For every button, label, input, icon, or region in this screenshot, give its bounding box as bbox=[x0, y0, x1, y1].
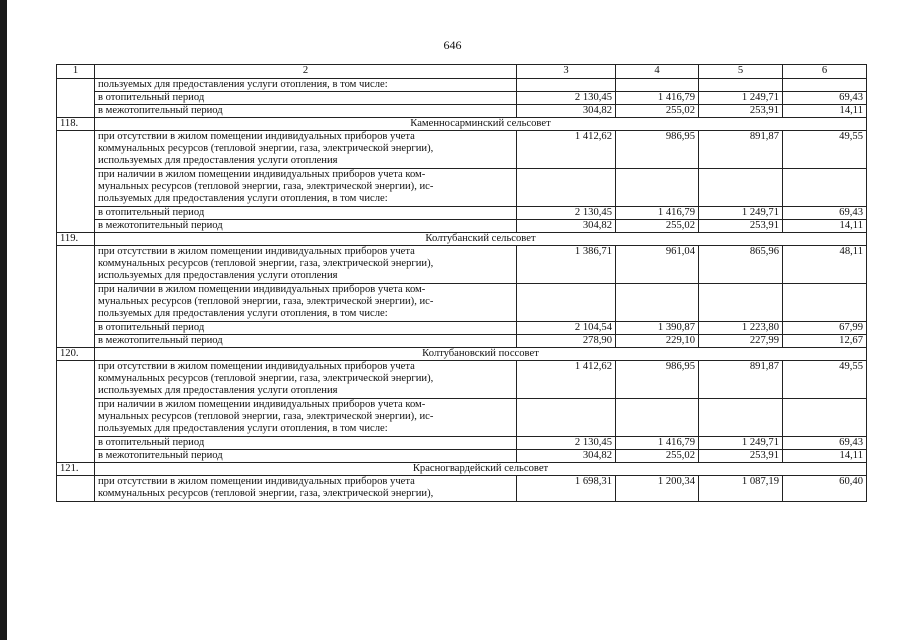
header-cell: 1 bbox=[57, 65, 95, 79]
value-cell: 14,11 bbox=[783, 220, 867, 233]
value-cell: 1 412,62 bbox=[517, 131, 616, 169]
value-cell: 1 386,71 bbox=[517, 246, 616, 284]
settlement-name: Красногвардейский сельсовет bbox=[95, 463, 867, 476]
continuation-row bbox=[57, 79, 867, 92]
nonheating-row bbox=[57, 220, 867, 233]
period-label: в межотопительный период bbox=[95, 450, 517, 463]
description-line: коммунальных ресурсов (тепловой энергии, газа, электрической энергии), bbox=[98, 488, 434, 499]
value-cell bbox=[616, 79, 699, 92]
description-line: при наличии в жилом помещении индивидуальных приборов учета ком- bbox=[98, 169, 426, 180]
period-label: в межотопительный период bbox=[95, 335, 517, 348]
value-cell: 14,11 bbox=[783, 105, 867, 118]
value-cell: 1 416,79 bbox=[616, 207, 699, 220]
value-cell bbox=[783, 399, 867, 437]
page-number: 646 bbox=[443, 38, 462, 52]
value-cell: 69,43 bbox=[783, 92, 867, 105]
absent-meter-row bbox=[57, 476, 867, 502]
value-cell: 1 249,71 bbox=[699, 92, 783, 105]
value-cell: 49,55 bbox=[783, 131, 867, 169]
value-cell: 986,95 bbox=[616, 131, 699, 169]
value-cell: 255,02 bbox=[616, 450, 699, 463]
value-cell: 48,11 bbox=[783, 246, 867, 284]
period-label: в отопительный период bbox=[95, 207, 517, 220]
header-cell: 2 bbox=[95, 65, 517, 79]
value-cell bbox=[616, 284, 699, 322]
header-row bbox=[57, 65, 867, 79]
description-line: при наличии в жилом помещении индивидуальных приборов учета ком- bbox=[98, 284, 426, 295]
value-cell: 1 416,79 bbox=[616, 437, 699, 450]
description-line: используемых для предоставления услуги отопления bbox=[98, 270, 338, 281]
description-cell bbox=[95, 131, 517, 169]
description-line: пользуемых для предоставления услуги отопления, в том числе: bbox=[98, 308, 388, 319]
value-cell: 2 104,54 bbox=[517, 322, 616, 335]
value-cell bbox=[616, 399, 699, 437]
value-cell: 1 200,34 bbox=[616, 476, 699, 502]
description-line: коммунальных ресурсов (тепловой энергии, газа, электрической энергии), bbox=[98, 143, 434, 154]
value-cell: 227,99 bbox=[699, 335, 783, 348]
heating-row bbox=[57, 437, 867, 450]
description-line: при отсутствии в жилом помещении индивидуальных приборов учета bbox=[98, 361, 415, 372]
header-cell: 3 bbox=[517, 65, 616, 79]
value-cell: 278,90 bbox=[517, 335, 616, 348]
value-cell: 865,96 bbox=[699, 246, 783, 284]
present-meter-row bbox=[57, 399, 867, 437]
settlement-name: Колтубановский поссовет bbox=[95, 348, 867, 361]
value-cell bbox=[699, 169, 783, 207]
value-cell bbox=[517, 169, 616, 207]
row-number-cell bbox=[57, 476, 95, 502]
value-cell: 69,43 bbox=[783, 207, 867, 220]
header-cell: 4 bbox=[616, 65, 699, 79]
value-cell: 304,82 bbox=[517, 105, 616, 118]
value-cell bbox=[699, 79, 783, 92]
section-header-row bbox=[57, 463, 867, 476]
row-number-cell: 119. bbox=[57, 233, 95, 246]
value-cell: 255,02 bbox=[616, 220, 699, 233]
value-cell: 60,40 bbox=[783, 476, 867, 502]
description-cell bbox=[95, 284, 517, 322]
value-cell: 1 698,31 bbox=[517, 476, 616, 502]
heating-row bbox=[57, 322, 867, 335]
row-number-cell: 118. bbox=[57, 118, 95, 131]
description-cell bbox=[95, 476, 517, 502]
value-cell bbox=[699, 399, 783, 437]
absent-meter-row bbox=[57, 131, 867, 169]
absent-meter-row bbox=[57, 246, 867, 284]
value-cell: 1 416,79 bbox=[616, 92, 699, 105]
value-cell bbox=[517, 79, 616, 92]
value-cell: 961,04 bbox=[616, 246, 699, 284]
header-cell: 5 bbox=[699, 65, 783, 79]
value-cell bbox=[783, 169, 867, 207]
row-number-cell: 121. bbox=[57, 463, 95, 476]
settlement-name: Колтубанский сельсовет bbox=[95, 233, 867, 246]
present-meter-row bbox=[57, 169, 867, 207]
description-line: используемых для предоставления услуги отопления bbox=[98, 385, 338, 396]
description-line: мунальных ресурсов (тепловой энергии, газа, электрической энергии), ис- bbox=[98, 411, 434, 422]
description-cell bbox=[95, 169, 517, 207]
row-number-cell: 120. bbox=[57, 348, 95, 361]
value-cell: 69,43 bbox=[783, 437, 867, 450]
value-cell: 2 130,45 bbox=[517, 92, 616, 105]
value-cell: 2 130,45 bbox=[517, 437, 616, 450]
heating-row bbox=[57, 92, 867, 105]
nonheating-row bbox=[57, 335, 867, 348]
description-line: используемых для предоставления услуги отопления bbox=[98, 155, 338, 166]
absent-meter-row bbox=[57, 361, 867, 399]
value-cell: 986,95 bbox=[616, 361, 699, 399]
value-cell bbox=[783, 284, 867, 322]
description-line: коммунальных ресурсов (тепловой энергии, газа, электрической энергии), bbox=[98, 373, 434, 384]
value-cell: 891,87 bbox=[699, 361, 783, 399]
description-cell bbox=[95, 246, 517, 284]
present-meter-row bbox=[57, 284, 867, 322]
value-cell: 253,91 bbox=[699, 105, 783, 118]
period-label: в отопительный период bbox=[95, 92, 517, 105]
section-header-row bbox=[57, 118, 867, 131]
value-cell: 1 223,80 bbox=[699, 322, 783, 335]
description-line: мунальных ресурсов (тепловой энергии, газа, электрической энергии), ис- bbox=[98, 181, 434, 192]
description-line: при отсутствии в жилом помещении индивидуальных приборов учета bbox=[98, 476, 415, 487]
section-header-row bbox=[57, 348, 867, 361]
row-number-cell bbox=[57, 361, 95, 463]
description-line: при отсутствии в жилом помещении индивидуальных приборов учета bbox=[98, 246, 415, 257]
value-cell: 1 390,87 bbox=[616, 322, 699, 335]
value-cell: 1 249,71 bbox=[699, 207, 783, 220]
section-header-row bbox=[57, 233, 867, 246]
description-cell bbox=[95, 399, 517, 437]
description-cell bbox=[95, 361, 517, 399]
settlement-name: Каменносарминский сельсовет bbox=[95, 118, 867, 131]
period-label: в отопительный период bbox=[95, 437, 517, 450]
value-cell: 304,82 bbox=[517, 220, 616, 233]
value-cell bbox=[699, 284, 783, 322]
value-cell: 1 087,19 bbox=[699, 476, 783, 502]
tariff-table-body bbox=[57, 65, 867, 502]
description-line: при наличии в жилом помещении индивидуальных приборов учета ком- bbox=[98, 399, 426, 410]
value-cell: 304,82 bbox=[517, 450, 616, 463]
description-line: пользуемых для предоставления услуги отопления, в том числе: bbox=[98, 193, 388, 204]
row-number-cell bbox=[57, 131, 95, 233]
value-cell: 891,87 bbox=[699, 131, 783, 169]
row-number-cell bbox=[57, 246, 95, 348]
description-cell: пользуемых для предоставления услуги отопления, в том числе: bbox=[95, 79, 517, 92]
period-label: в межотопительный период bbox=[95, 105, 517, 118]
description-line: мунальных ресурсов (тепловой энергии, газа, электрической энергии), ис- bbox=[98, 296, 434, 307]
value-cell: 253,91 bbox=[699, 220, 783, 233]
value-cell: 253,91 bbox=[699, 450, 783, 463]
header-cell: 6 bbox=[783, 65, 867, 79]
period-label: в межотопительный период bbox=[95, 220, 517, 233]
nonheating-row bbox=[57, 105, 867, 118]
description-line: при отсутствии в жилом помещении индивидуальных приборов учета bbox=[98, 131, 415, 142]
value-cell: 1 412,62 bbox=[517, 361, 616, 399]
value-cell bbox=[616, 169, 699, 207]
description-line: коммунальных ресурсов (тепловой энергии, газа, электрической энергии), bbox=[98, 258, 434, 269]
value-cell: 229,10 bbox=[616, 335, 699, 348]
value-cell: 67,99 bbox=[783, 322, 867, 335]
row-number-cell bbox=[57, 79, 95, 118]
value-cell bbox=[517, 399, 616, 437]
value-cell bbox=[783, 79, 867, 92]
period-label: в отопительный период bbox=[95, 322, 517, 335]
tariff-table bbox=[56, 64, 867, 502]
value-cell: 255,02 bbox=[616, 105, 699, 118]
description-line: пользуемых для предоставления услуги отопления, в том числе: bbox=[98, 423, 388, 434]
value-cell: 1 249,71 bbox=[699, 437, 783, 450]
value-cell: 2 130,45 bbox=[517, 207, 616, 220]
heating-row bbox=[57, 207, 867, 220]
value-cell: 12,67 bbox=[783, 335, 867, 348]
nonheating-row bbox=[57, 450, 867, 463]
value-cell: 49,55 bbox=[783, 361, 867, 399]
value-cell bbox=[517, 284, 616, 322]
scan-left-edge bbox=[0, 0, 7, 640]
value-cell: 14,11 bbox=[783, 450, 867, 463]
